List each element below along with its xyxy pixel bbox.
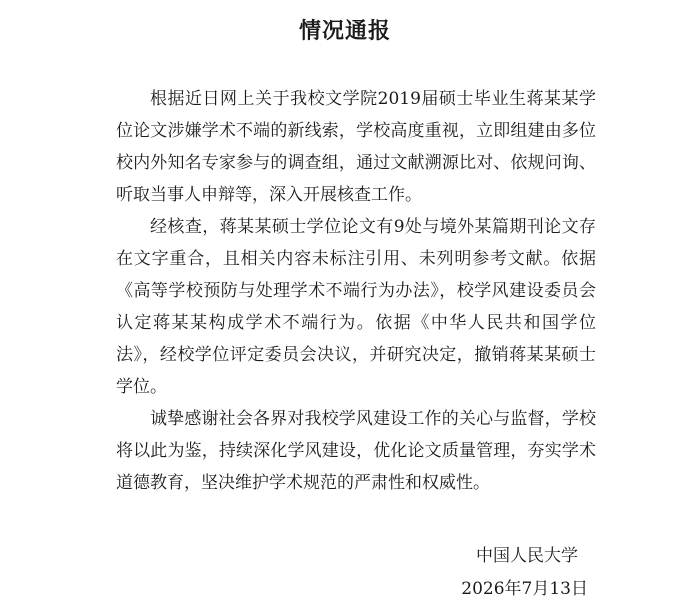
signature-organization: 中国人民大学 (476, 546, 578, 566)
document-title: 情况通报 (298, 19, 391, 44)
signature-date: 2026年7月13日 (461, 579, 588, 599)
paragraph-3: 诚挚感谢社会各界对我校学风建设工作的关心与监督，学校将以此为鉴，持续深化学风建设，优化论文质量管理，夯实学术道德教育，坚决维护学术规范的严肃性和权威性。 (116, 409, 596, 493)
paragraph-2: 经核查，蒋某某硕士学位论文有9处与境外某篇期刊论文存在文字重合，且相关内容未标注引用、未列明参考文献。依据《高等学校预防与处理学术不端行为办法》，校学风建设委员会认定蒋某某构成学术不端行为。依据《中华人民共和国学位法》，经校学位评定委员会决议，并研究决定，撤销蒋某某硕士学位。 (116, 217, 596, 397)
paragraph-1: 根据近日网上关于我校文学院2019届硕士毕业生蒋某某学位论文涉嫌学术不端的新线索，学校高度重视，立即组建由多位校内外知名专家参与的调查组，通过文献溯源比对、依规问询、听取当事人申辩等，深入开展核查工作。 (116, 89, 596, 205)
document-body (116, 83, 596, 499)
